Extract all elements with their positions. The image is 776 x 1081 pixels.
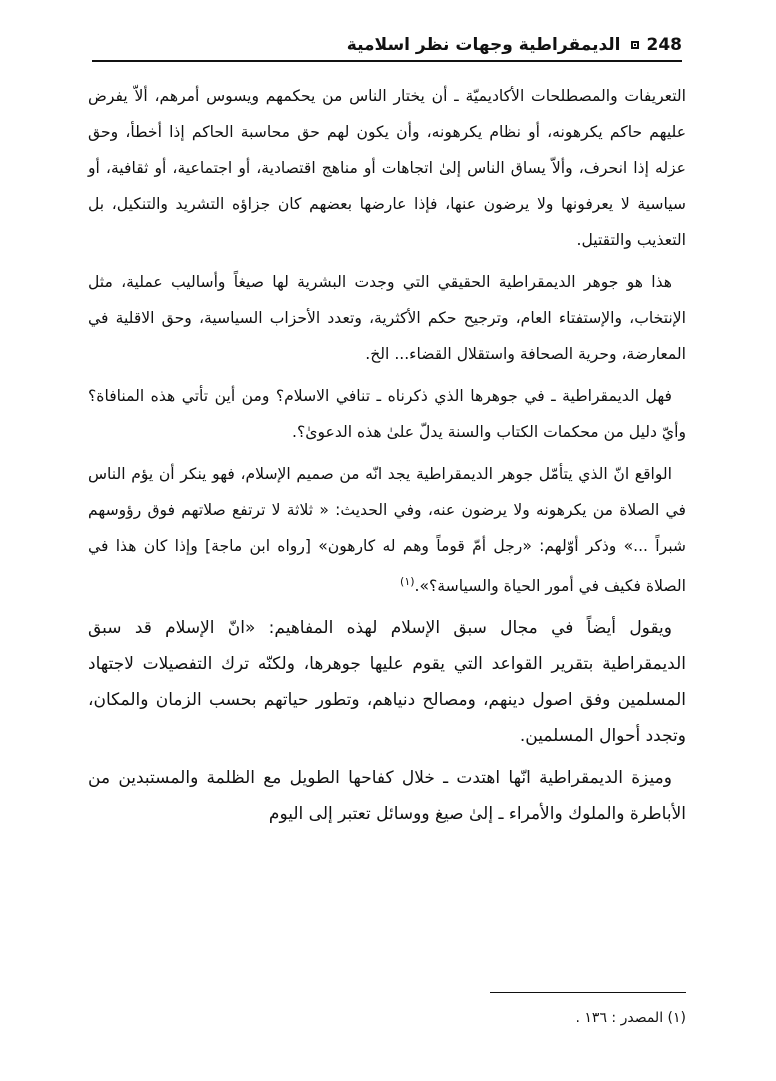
- footnote-divider: [490, 992, 686, 993]
- paragraph-2: هذا هو جوهر الديمقراطية الحقيقي التي وجدت البشرية لها صيغاً وأساليب عملية، مثل الإنتخاب، والإستفتاء العام، وترجيح حكم الأكثرية، وتعدد الأحزاب السياسية، وحق الاقلية في المعارضة، وحرية الصحافة واستقلال القضاء... الخ.: [88, 273, 686, 363]
- page-header: [92, 30, 682, 62]
- footnote: (١) المصدر : ١٣٦ .: [575, 1010, 686, 1026]
- square-bullet-icon: [631, 41, 639, 49]
- running-title: الديمقراطية وجهات نظر اسلامية: [346, 35, 621, 55]
- paragraph-5: ويقول أيضاً في مجال سبق الإسلام لهذه المفاهيم: «انّ الإسلام قد سبق الديمقراطية بتقرير القواعد التي يقوم عليها جوهرها، ولكنّه ترك التفصيلات لاجتهاد المسلمين وفق اصول دينهم، ومصالح دنياهم، وتطور حياتهم بحسب الزمان والمكان، وتجدد أحوال المسلمين.: [88, 618, 686, 747]
- page-number: 248: [646, 35, 682, 55]
- footnote-reference: (١): [400, 575, 415, 588]
- paragraph-6: وميزة الديمقراطية انّها اهتدت ـ خلال كفاحها الطويل مع الظلمة والمستبدين من الأباطرة والملوك والأمراء ـ إلىٰ صيغ ووسائل تعتبر إلى اليوم: [88, 768, 686, 825]
- body-text: [88, 78, 686, 838]
- paragraph-3: فهل الديمقراطية ـ في جوهرها الذي ذكرناه ـ تنافي الاسلام؟ ومن أين تأتي هذه المنافاة؟ وأيّ دليل من محكمات الكتاب والسنة يدلّ علىٰ هذه الدعوىٰ؟.: [88, 387, 686, 441]
- paragraph-4: [88, 456, 686, 604]
- paragraph-4-text: الواقع انّ الذي يتأمّل جوهر الديمقراطية يجد انّه من صميم الإسلام، فهو ينكر أن يؤم الناس في الصلاة من يكرهونه ولا يرضون عنه، وفي الحديث: « ثلاثة لا ترتفع صلاتهم فوق رؤوسهم شبراً ...» وذكر أوّلهم: «رجل أمّ قوماً وهم له كارهون» [رواه ابن ماجة] وإذا كان هذا في الصلاة فكيف في أمور الحياة والسياسة؟».: [88, 465, 686, 596]
- paragraph-1: التعريفات والمصطلحات الأكاديميّة ـ أن يختار الناس من يحكمهم ويسوس أمرهم، ألاّ يفرض عليهم حاكم يكرهونه، أو نظام يكرهونه، وأن يكون لهم حق محاسبة الحاكم إذا أخطأ، وحق عزله إذا انحرف، وألاّ يساق الناس إلىٰ اتجاهات أو مناهج اقتصادية، أو اجتماعية، أو ثقافية، أو سياسية لا يعرفونها ولا يرضون عنها، فإذا عارضها بعضهم كان جزاؤه التشريد والتنكيل، بل التعذيب والتقتيل.: [88, 87, 686, 249]
